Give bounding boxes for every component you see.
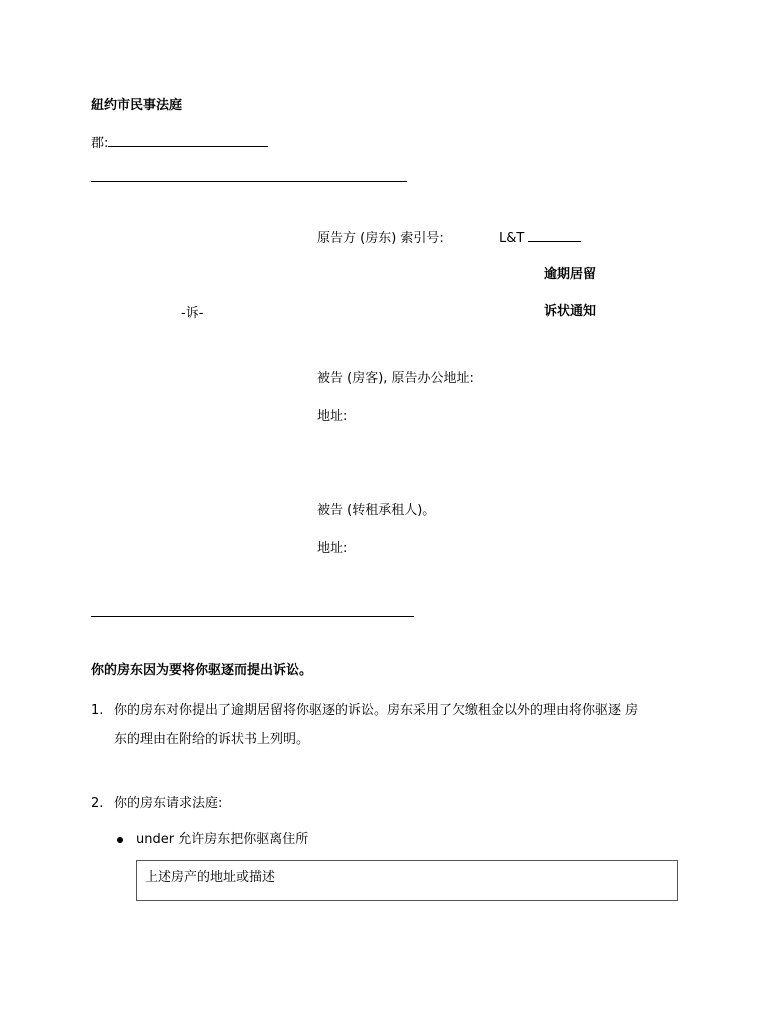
notice-title-line1: 逾期居留 bbox=[544, 267, 597, 282]
item2-text: 你的房东请求法庭: bbox=[114, 796, 223, 811]
notice-heading: 你的房东因为要将你驱逐而提出诉讼。 bbox=[91, 663, 313, 678]
index-number-blank[interactable] bbox=[528, 241, 581, 242]
item1-line2: 东的理由在附给的诉状书上列明。 bbox=[114, 732, 310, 747]
respondent-tenant-label: 被告 (房客), 原告办公地址: bbox=[317, 371, 474, 386]
index-number-field bbox=[499, 231, 581, 247]
notice-title-line2: 诉状通知 bbox=[544, 304, 597, 319]
item1-number: 1. bbox=[91, 703, 104, 718]
index-prefix: L&T bbox=[499, 231, 525, 246]
bullet1-text: under 允许房东把你驱离住所 bbox=[136, 832, 309, 847]
item1-line1: 你的房东对你提出了逾期居留将你驱逐的诉讼。房东采用了欠缴租金以外的理由将你驱逐 房 bbox=[114, 703, 639, 718]
county-field bbox=[91, 136, 268, 152]
address-label-subtenant: 地址: bbox=[317, 541, 348, 556]
item2-number: 2. bbox=[91, 796, 104, 811]
property-address-label: 上述房产的地址或描述 bbox=[145, 870, 276, 885]
petitioner-label: 原告方 (房东) 索引号: bbox=[317, 231, 444, 246]
caption-top-rule bbox=[91, 181, 407, 182]
court-name: 紐约市民事法庭 bbox=[91, 98, 183, 113]
caption-bottom-rule bbox=[91, 616, 414, 617]
respondent-subtenant-label: 被告 (转租承租人)。 bbox=[317, 503, 436, 518]
bullet-icon bbox=[117, 837, 123, 843]
address-label-tenant: 地址: bbox=[317, 409, 348, 424]
county-label: 郡: bbox=[91, 136, 109, 151]
versus-label: -诉- bbox=[181, 306, 204, 321]
county-blank[interactable] bbox=[108, 146, 268, 147]
property-address-box[interactable] bbox=[136, 860, 678, 901]
